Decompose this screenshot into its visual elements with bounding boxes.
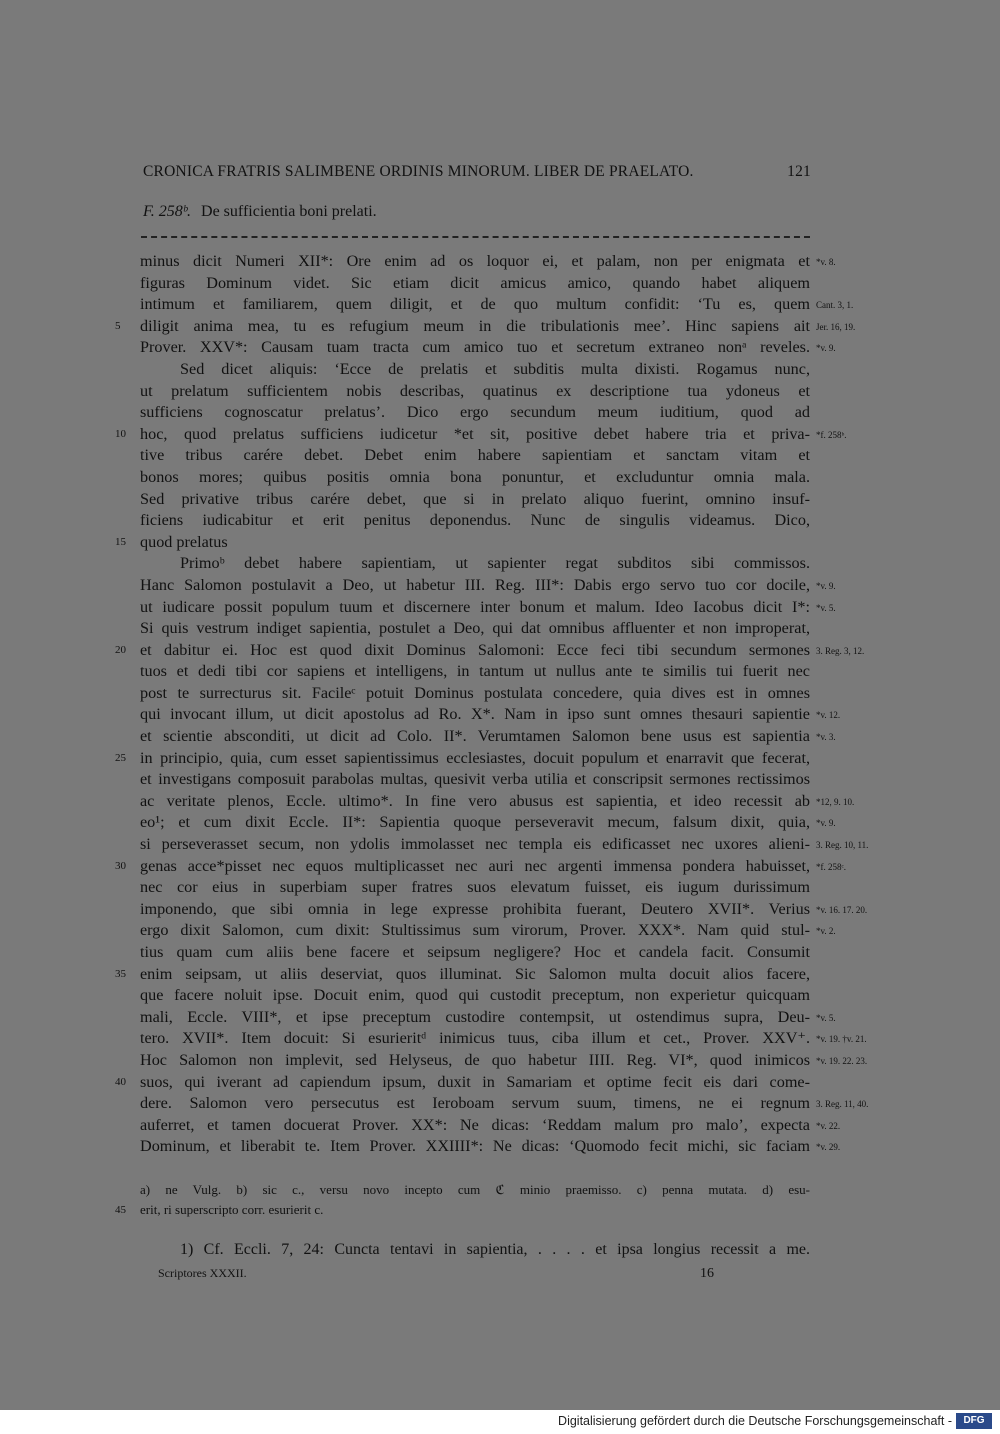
text-line: [115, 532, 810, 554]
line-text: si perseverasset secum, non ydolis immolasset nec templa eis edificasset nec uxores alieni-: [140, 835, 810, 854]
line-text: nec cor eius in superbiam super fratres suos elevatum fuisset, eis iugum durissimum: [140, 878, 810, 897]
text-line: [140, 791, 855, 813]
line-text: auferret, et tamen docuerat Prover. XX*: Ne dicas: ‘Reddam malum pro malo’, expecta: [140, 1115, 810, 1134]
line-text: Dominum, et liberabit te. Item Prover. XXIIII*: Ne dicas: ‘Quomodo fecit michi, sic faciam: [140, 1137, 810, 1156]
header-rule: [141, 236, 810, 238]
series-label: Scriptores XXXII.: [158, 1266, 247, 1280]
line-text: ergo dixit Salomon, cum dixit: Stultissimus sum virorum, Prover. XXX*. Nam quid stul-: [140, 921, 810, 940]
line-text: Prover. XXV*: Causam tuam tracta cum amico tuo et secretum extraneo nonᵃ reveles.: [140, 338, 810, 357]
line-text: ficiens iudicabitur et erit penitus deponendus. Nunc de singulis videamus. Dico,: [140, 511, 810, 530]
text-line: [140, 1136, 841, 1158]
line-number: 30: [115, 859, 126, 872]
text-line: [140, 381, 810, 403]
line-number: 10: [115, 427, 126, 440]
text-line: [140, 1050, 868, 1072]
margin-citation: *v. 9.: [816, 580, 836, 591]
text-line: [140, 877, 810, 899]
critical-apparatus: [115, 1180, 810, 1220]
margin-citation: *v. 9.: [816, 343, 836, 354]
text-line: [140, 445, 810, 467]
line-text: Primoᵇ debet habere sapientiam, ut sapienter regat subditos sibi commissos.: [180, 554, 810, 573]
margin-citation: *v. 16. 17. 20.: [816, 904, 868, 915]
margin-citation: *v. 5.: [816, 1012, 836, 1023]
line-text: Hoc Salomon non implevit, sed Helyseus, de quo habetur IIII. Reg. VI*, quod inimicos: [140, 1050, 810, 1069]
text-line: [140, 812, 836, 834]
line-text: tuos et dedi tibi cor sapiens et intelligens, in tantum ut nullus ante te similis tui fuerit nec: [140, 662, 810, 681]
line-text: quod prelatus: [140, 532, 228, 551]
margin-citation: *v. 19. 22. 23.: [816, 1055, 868, 1066]
line-text: eo¹; et cum dixit Eccle. II*: Sapientia quoque perseveravit mecum, falsum dixit, quia,: [140, 813, 810, 832]
line-text: imponendo, que sibi omnia in lege expresse prohibita fuerant, Deutero XVII*. Verius: [140, 899, 810, 918]
margin-citation: Jer. 16, 19.: [816, 321, 856, 332]
margin-citation: *v. 29.: [816, 1142, 841, 1153]
line-text: et dabitur ei. Hoc est quod dixit Dominus Salomoni: Ecce feci tibi secundum sermones: [140, 640, 810, 659]
line-text: Sed privative tribus carére debet, que si in prelato aliquo fuerint, omnino insuf-: [140, 489, 810, 508]
text-line: [115, 1200, 810, 1220]
text-line: [140, 489, 810, 511]
funding-banner: [0, 1410, 1000, 1434]
line-text: Sed dicet aliquis: ‘Ecce de prelatis et subditis multa dixisti. Rogamus nunc,: [180, 359, 810, 378]
line-text: figuras Dominum videt. Sic etiam dicit amicus amico, quando habet aliquem: [140, 273, 810, 292]
text-line: [140, 769, 810, 791]
margin-citation: *12, 9. 10.: [816, 796, 855, 807]
margin-citation: *f. 258ᶜ.: [816, 861, 847, 872]
line-text: post te surrecturus sit. Facileᶜ potuit Dominus postulata concedere, quia dives est in omnes: [140, 683, 810, 702]
text-line: [140, 273, 810, 295]
margin-citation: *v. 5.: [816, 602, 836, 613]
folio-reference: F. 258ᵇ.: [143, 203, 192, 220]
dfg-logo[interactable]: DFG: [956, 1413, 992, 1429]
text-line: [115, 316, 856, 338]
line-text: tero. XVII*. Item docuit: Si esurieritᵈ inimicus tuus, ciba illum et cet., Prover. XXV⁺.: [140, 1029, 810, 1048]
line-text: tius quam cum aliis bene facere et seipsum negligere? Hoc et candela facit. Consumit: [140, 943, 810, 961]
line-text: suos, qui iverant ad capiendum ipsum, duxit in Samariam et optime fecit eis dari come-: [140, 1072, 810, 1091]
text-line: [140, 359, 810, 381]
line-text: dere. Salomon vero persecutus est Ieroboam servum suum, timens, ne ei regnum: [140, 1094, 810, 1113]
text-line: [115, 424, 847, 446]
text-line: [140, 899, 868, 921]
text-line: [140, 726, 836, 748]
line-text: Si quis vestrum indiget sapientia, postulet a Deo, qui dat omnibus affluenter et non improperat,: [140, 619, 810, 638]
running-header: [143, 163, 811, 181]
line-text: intimum et familiarem, quem diligit, et de quo multum confidit: ‘Tu es, quem: [140, 295, 810, 314]
line-text: sufficiens cognoscatur prelatus’. Dico ergo secundum meum iuditium, quod ad: [140, 403, 810, 422]
text-line: [140, 1028, 867, 1050]
text-line: [140, 337, 836, 359]
text-line: [140, 510, 810, 532]
text-line: [140, 553, 810, 575]
margin-citation: *v. 3.: [816, 732, 836, 743]
text-line: [140, 294, 854, 316]
line-text: enim seipsam, ut aliis deserviat, quos illuminat. Sic Salomon multa docuit alios facere,: [140, 964, 810, 983]
line-text: que facere noluit ipse. Docuit enim, quod qui custodit preceptum, non experietur quicquam: [140, 986, 810, 1005]
text-line: [140, 920, 836, 942]
text-line: [115, 964, 810, 986]
line-text: a) ne Vulg. b) sic c., versu novo incepto cum ℭ minio praemisso. c) penna mutata. d) esu-: [140, 1182, 810, 1197]
margin-citation: *v. 9.: [816, 818, 836, 829]
line-text: et scientie absconditi, ut dicit ad Colo. II*. Verumtamen Salomon bene usus est sapientia: [140, 727, 810, 746]
line-number: 40: [115, 1075, 126, 1088]
text-line: [140, 597, 836, 619]
line-text: erit, ri superscripto corr. esurierit c.: [140, 1202, 324, 1217]
line-text: diligit anima mea, tu es refugium meum in die tribulationis mee’. Hinc sapiens ait: [140, 316, 810, 335]
text-line: [140, 251, 836, 273]
text-line: [140, 575, 836, 597]
line-text: et investigans composuit parabolas multas, quesivit verba utilia et conscripsit sermones rectissimos: [140, 770, 810, 789]
margin-citation: Cant. 3, 1.: [816, 300, 854, 311]
text-line: [140, 1093, 869, 1115]
text-line: [140, 704, 841, 726]
margin-citation: 3. Reg. 11, 40.: [816, 1099, 869, 1110]
margin-citation: *v. 19. †v. 21.: [816, 1034, 867, 1045]
line-text: ac veritate plenos, Eccle. ultimo*. In fine vero abusus est sapientia, et ideo recessit ab: [140, 791, 810, 810]
line-text: in principio, quia, cum esset sapientissimus ecclesiastes, docuit populum et enarravit que fecerat,: [140, 748, 810, 767]
text-line: [140, 1115, 841, 1137]
line-text: hoc, quod prelatus sufficiens iudicetur *et sit, positive debet habere tria et priva-: [140, 424, 810, 443]
line-number: 20: [115, 643, 126, 656]
text-line: [140, 985, 810, 1007]
line-text: mali, Eccle. VIII*, et ipse preceptum custodire contempsit, ut ostendimus supra, Deu-: [140, 1007, 810, 1026]
margin-citation: 3. Reg. 10, 11.: [816, 840, 869, 851]
margin-citation: *f. 258ᵇ.: [816, 429, 847, 440]
text-line: [140, 402, 810, 424]
line-text: bonos mores; quibus positis omnia bona ponuntur, et excluduntur omnia mala.: [140, 467, 810, 486]
line-number: 15: [115, 535, 126, 548]
line-text: tive tribus carére debet. Debet enim habere sapientiam et sanctam vitam et: [140, 446, 810, 465]
running-title: CRONICA FRATRIS SALIMBENE ORDINIS MINORUM. LIBER DE PRAELATO.: [143, 163, 694, 180]
text-line: [115, 1072, 810, 1094]
section-title: De sufficientia boni prelati.: [201, 203, 377, 220]
text-line: [140, 1007, 836, 1029]
margin-citation: *v. 2.: [816, 926, 836, 937]
line-text: ut iudicare possit populum tuum et discernere inter bonum et malum. Ideo Iacobus dicit I*:: [140, 597, 810, 616]
text-line: [140, 942, 810, 964]
text-line: [115, 748, 810, 770]
sheet-signature: 16: [700, 1266, 714, 1281]
margin-citation: *v. 12.: [816, 710, 841, 721]
funding-text: Digitalisierung gefördert durch die Deutsche Forschungsgemeinschaft -: [558, 1414, 952, 1428]
text-line: [140, 618, 810, 640]
footnote: 1) Cf. Eccli. 7, 24: Cuncta tentavi in sapientia, . . . . et ipsa longius recessit a me.: [180, 1241, 810, 1258]
text-line: [140, 1180, 810, 1200]
line-text: ut prelatum sufficientem nobis describas, quatinus ex descriptione tua ydoneus et: [140, 381, 810, 400]
text-line: [115, 640, 865, 662]
page-number: 121: [787, 163, 811, 180]
line-number: 25: [115, 751, 126, 764]
margin-citation: *v. 8.: [816, 257, 836, 267]
line-number: 35: [115, 967, 126, 980]
line-number: 45: [115, 1204, 126, 1216]
text-line: [115, 856, 847, 878]
line-text: genas acce*pisset nec equos multiplicasset nec auri nec argenti immensa pondera habuisset,: [140, 856, 810, 875]
line-text: qui invocant illum, ut dicit apostolus ad Ro. X*. Nam in ipso sunt omnes thesauri sapientie: [140, 705, 810, 724]
line-text: minus dicit Numeri XII*: Ore enim ad os loquor ei, et palam, non per enigmata et: [140, 252, 810, 270]
margin-citation: 3. Reg. 3, 12.: [816, 645, 865, 656]
margin-citation: *v. 22.: [816, 1120, 841, 1131]
line-number: 5: [115, 319, 121, 332]
line-text: Hanc Salomon postulavit a Deo, ut habetur III. Reg. III*: Dabis ergo servo tuo cor docile,: [140, 575, 810, 594]
text-line: [140, 683, 810, 705]
subheading: [143, 203, 377, 221]
text-line: [140, 661, 810, 683]
text-line: [140, 467, 810, 489]
main-text: [115, 251, 869, 1158]
text-line: [140, 834, 869, 856]
